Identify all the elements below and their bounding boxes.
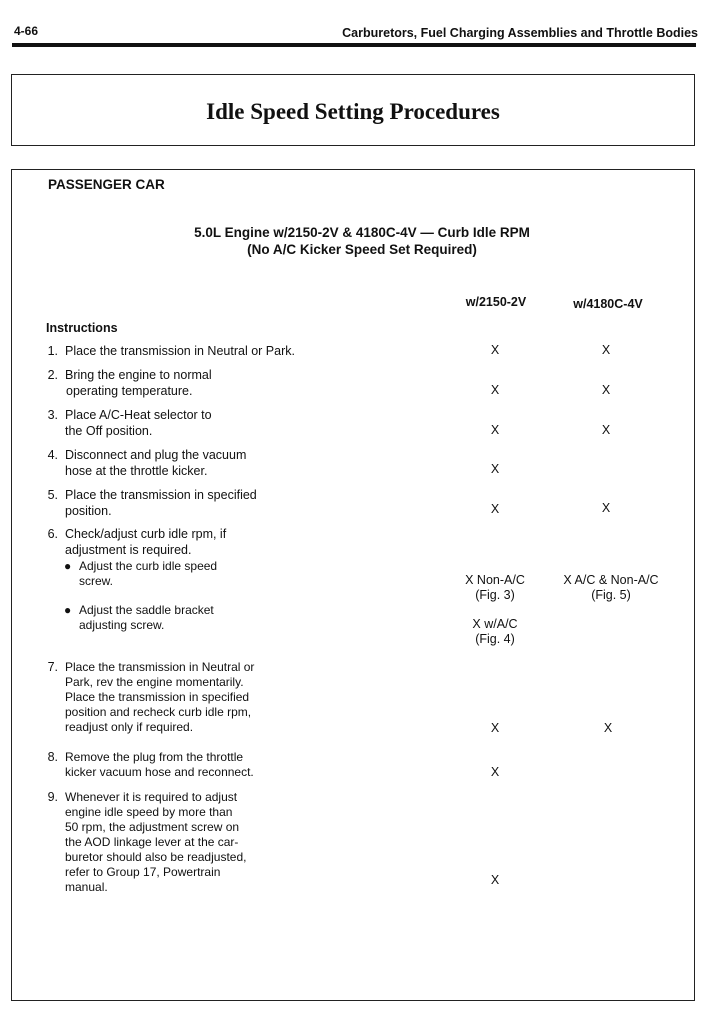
step-mark-2150: X: [490, 343, 500, 357]
step-mark-2150: X: [490, 502, 500, 516]
step-number: 4.: [47, 448, 58, 462]
step-number: 2.: [47, 368, 58, 382]
step-mark-4180: X: [601, 343, 611, 357]
step-text: Place A/C-Heat selector to the Off position.: [65, 408, 212, 438]
title-box: [11, 74, 695, 146]
step-number: 8.: [47, 750, 58, 764]
section-label: PASSENGER CAR: [48, 177, 165, 192]
column-header-4180: w/4180C-4V: [573, 297, 643, 311]
page-title: Idle Speed Setting Procedures: [206, 99, 500, 124]
substep-text: Adjust the saddle bracket adjusting screw.: [79, 603, 214, 632]
step-mark-2150: X: [490, 873, 500, 887]
step-mark-2150: X: [490, 765, 500, 779]
step-mark-2150: X: [490, 383, 500, 397]
step-text: Bring the engine to normal operating temperature.: [65, 368, 212, 398]
step-number: 1.: [47, 344, 58, 358]
step-number: 5.: [47, 488, 58, 502]
instructions-heading: Instructions: [46, 321, 118, 335]
step-mark-4180: X: [603, 721, 613, 735]
step-text: Check/adjust curb idle rpm, if adjustment is required.: [65, 527, 227, 557]
bullet-icon: ●: [64, 559, 72, 573]
step-number: 7.: [47, 660, 58, 674]
bullet-icon: ●: [64, 603, 72, 617]
step-mark-4180: X: [601, 501, 611, 515]
procedure-subtitle: [0, 224, 724, 258]
step-mark-2150: X: [490, 423, 500, 437]
substep-mark-2150: X Non-A/C (Fig. 3): [465, 573, 525, 602]
step-number: 3.: [47, 408, 58, 422]
step-text: Whenever it is required to adjust engine idle speed by more than 50 rpm, the adjustment screw on the AOD linkage lever at the car- buretor should also be readjusted, refer to Group 17, Powertrain manual.: [65, 790, 247, 894]
step-text: Disconnect and plug the vacuum hose at the throttle kicker.: [65, 448, 247, 478]
substep-mark-4180: X A/C & Non-A/C (Fig. 5): [563, 573, 659, 602]
page-number: 4-66: [14, 24, 39, 38]
step-text: Place the transmission in Neutral or Park.: [65, 344, 295, 358]
running-header: Carburetors, Fuel Charging Assemblies and Throttle Bodies: [342, 26, 698, 40]
step-mark-4180: X: [601, 383, 611, 397]
step-mark-2150: X: [490, 721, 500, 735]
step-number: 6.: [47, 527, 58, 541]
step-mark-2150: X: [490, 462, 500, 476]
substep-text: Adjust the curb idle speed screw.: [79, 559, 218, 588]
step-text: Place the transmission in Neutral or Park, rev the engine momentarily. Place the transmission in specified position and recheck curb idle rpm, readjust only if required.: [65, 660, 255, 734]
step-text: Place the transmission in specified position.: [65, 488, 257, 518]
step-text: Remove the plug from the throttle kicker vacuum hose and reconnect.: [65, 750, 254, 779]
column-header-2150: w/2150-2V: [465, 295, 527, 309]
subtitle-line-2: (No A/C Kicker Speed Set Required): [247, 242, 477, 257]
header-rule: [12, 43, 696, 47]
step-number: 9.: [47, 790, 58, 804]
subtitle-line-1: 5.0L Engine w/2150-2V & 4180C-4V — Curb Idle RPM: [194, 225, 530, 240]
step-mark-4180: X: [601, 423, 611, 437]
substep-mark-2150: X w/A/C (Fig. 4): [472, 617, 518, 646]
